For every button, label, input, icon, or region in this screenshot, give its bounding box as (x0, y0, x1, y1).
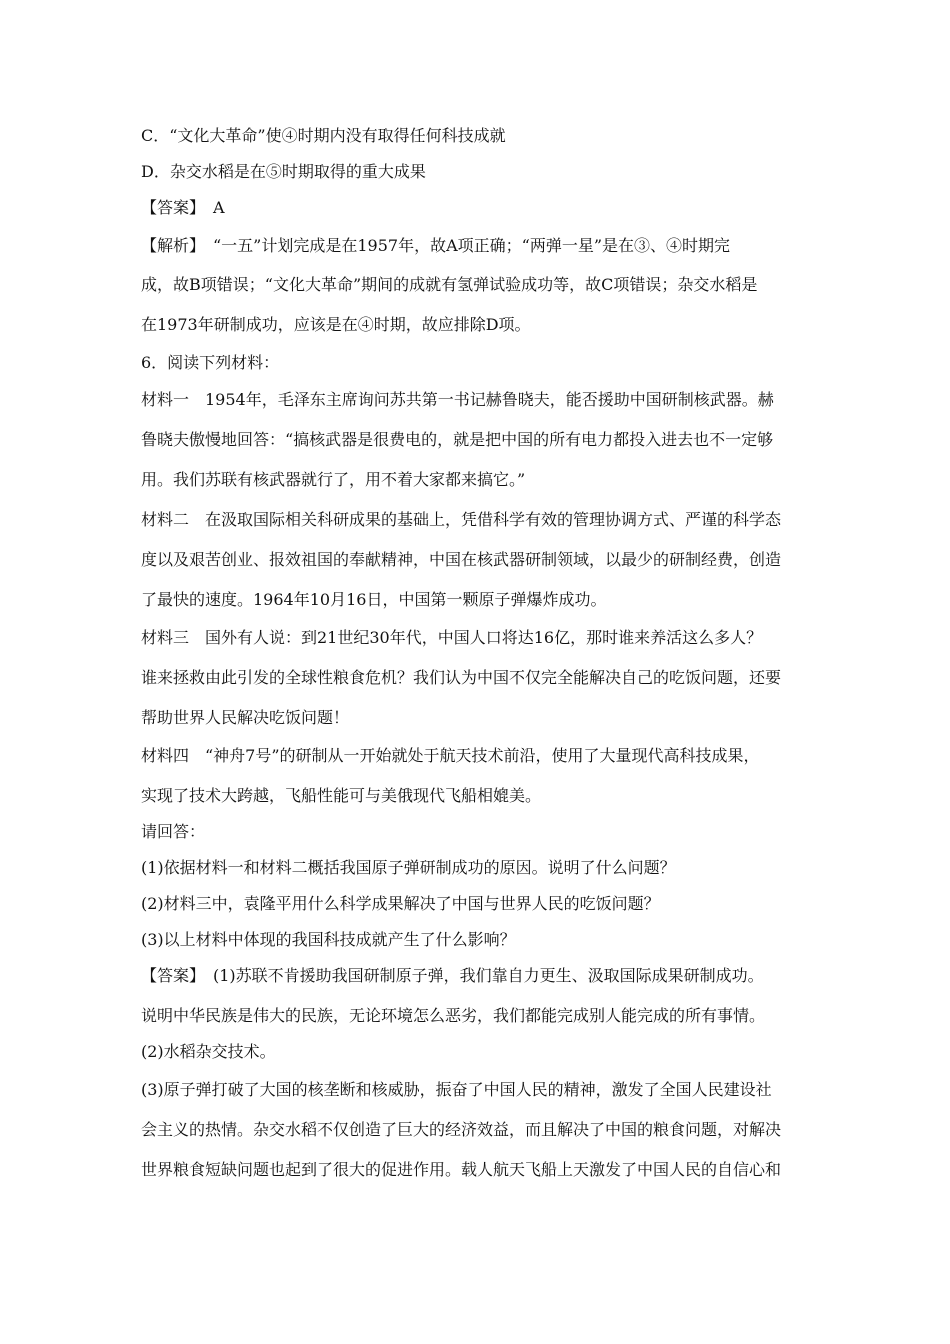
analysis-line-2: 成，故B项错误；“文化大革命”期间的成就有氢弹试验成功等，故C项错误；杂交水稻是 (141, 275, 758, 294)
material-3-line-1: 材料三 国外有人说：到21世纪30年代，中国人口将达16亿，那时谁来养活这么多人？ (141, 628, 763, 647)
material-2-line-2: 度以及艰苦创业、报效祖国的奉献精神，中国在核武器研制领域，以最少的研制经费，创造 (141, 550, 782, 569)
sub-question-3: (3)以上材料中体现的我国科技成就产生了什么影响？ (141, 930, 516, 949)
sub-question-1: (1)依据材料一和材料二概括我国原子弹研制成功的原因。说明了什么问题？ (141, 858, 676, 877)
material-1-line-2: 鲁晓夫傲慢地回答：“搞核武器是很费电的，就是把中国的所有电力都投入进去也不一定够 (141, 430, 774, 449)
answer-6-line-5: 会主义的热情。杂交水稻不仅创造了巨大的经济效益，而且解决了中国的粮食问题，对解决 (141, 1120, 782, 1139)
sub-question-2: (2)材料三中，袁隆平用什么科学成果解决了中国与世界人民的吃饭问题？ (141, 894, 660, 913)
material-2-line-1: 材料二 在汲取国际相关科研成果的基础上，凭借科学有效的管理协调方式、严谨的科学态 (141, 510, 782, 529)
option-c: C．“文化大革命”使④时期内没有取得任何科技成就 (141, 126, 506, 145)
answer-6-line-4: (3)原子弹打破了大国的核垄断和核威胁，振奋了中国人民的精神，激发了全国人民建设社 (141, 1080, 772, 1099)
material-1-line-1: 材料一 1954年，毛泽东主席询问苏共第一书记赫鲁晓夫，能否援助中国研制核武器。赫 (141, 390, 774, 409)
material-1-line-3: 用。我们苏联有核武器就行了，用不着大家都来搞它。” (141, 470, 526, 489)
material-3-line-3: 帮助世界人民解决吃饭问题！ (141, 708, 350, 727)
please-answer: 请回答： (141, 822, 206, 841)
option-d: D．杂交水稻是在⑤时期取得的重大成果 (141, 162, 426, 181)
material-3-line-2: 谁来拯救由此引发的全球性粮食危机？我们认为中国不仅完全能解决自己的吃饭问题，还要 (141, 668, 782, 687)
analysis-line-1: 【解析】 “一五”计划完成是在1957年，故A项正确；“两弹一星”是在③、④时期完 (141, 236, 730, 255)
answer-5: 【答案】 A (141, 198, 225, 217)
question-6-title: 6．阅读下列材料： (141, 353, 280, 372)
answer-6-line-3: (2)水稻杂交技术。 (141, 1042, 276, 1061)
material-2-line-3: 了最快的速度。1964年10月16日，中国第一颗原子弹爆炸成功。 (141, 590, 607, 609)
analysis-line-3: 在1973年研制成功，应该是在④时期，故应排除D项。 (141, 315, 531, 334)
answer-6-line-6: 世界粮食短缺问题也起到了很大的促进作用。载人航天飞船上天激发了中国人民的自信心和 (141, 1160, 782, 1179)
answer-6-line-1: 【答案】 (1)苏联不肯援助我国研制原子弹，我们靠自力更生、汲取国际成果研制成功。 (141, 966, 764, 985)
material-4-line-2: 实现了技术大跨越，飞船性能可与美俄现代飞船相媲美。 (141, 786, 542, 805)
material-4-line-1: 材料四 “神舟7号”的研制从一开始就处于航天技术前沿，使用了大量现代高科技成果， (141, 746, 760, 765)
answer-6-line-2: 说明中华民族是伟大的民族，无论环境怎么恶劣，我们都能完成别人能完成的所有事情。 (141, 1006, 766, 1025)
